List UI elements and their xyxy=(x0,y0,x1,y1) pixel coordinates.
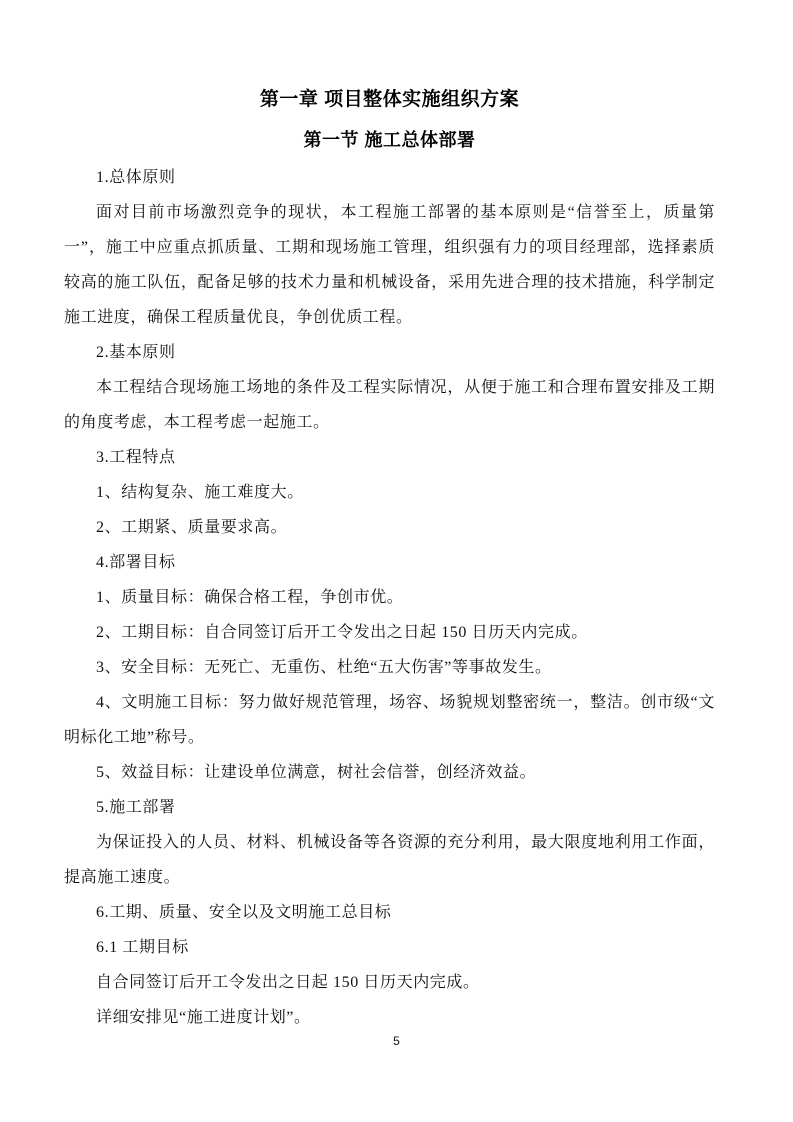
paragraph: 3、安全目标：无死亡、无重伤、杜绝“五大伤害”等事故发生。 xyxy=(96,659,552,676)
paragraph: 5、效益目标：让建设单位满意，树社会信誉，创经济效益。 xyxy=(96,764,537,781)
paragraph: 为保证投入的人员、材料、机械设备等各资源的充分利用，最大限度地利用工作面，提高施工速度。 xyxy=(64,834,715,886)
paragraph: 4、文明施工目标：努力做好规范管理，场容、场貌规划整密统一，整洁。创市级“文明标化工地”称号。 xyxy=(64,694,715,746)
paragraph: 2、工期目标：自合同签订后开工令发出之日起 150 日历天内完成。 xyxy=(96,624,588,641)
paragraph: 6.工期、质量、安全以及文明施工总目标 xyxy=(96,904,392,921)
document-body xyxy=(64,160,715,1035)
paragraph: 1、结构复杂、施工难度大。 xyxy=(96,484,304,501)
paragraph: 2、工期紧、质量要求高。 xyxy=(96,519,288,536)
paragraph: 1、质量目标：确保合格工程，争创市优。 xyxy=(96,589,404,606)
chapter-title: 第一章 项目整体实施组织方案 xyxy=(259,89,520,110)
paragraph: 1.总体原则 xyxy=(96,169,176,186)
paragraph: 详细安排见“施工进度计划”。 xyxy=(96,1009,311,1026)
paragraph: 3.工程特点 xyxy=(96,449,176,466)
paragraph: 自合同签订后开工令发出之日起 150 日历天内完成。 xyxy=(96,974,480,991)
paragraph: 5.施工部署 xyxy=(96,799,176,816)
page-number-label: 5 xyxy=(393,1034,400,1048)
section-title: 第一节 施工总体部署 xyxy=(303,130,476,150)
paragraph: 6.1 工期目标 xyxy=(96,939,189,956)
paragraph: 4.部署目标 xyxy=(96,554,176,571)
paragraph: 本工程结合现场施工场地的条件及工程实际情况，从便于施工和合理布置安排及工期的角度考虑，本工程考虑一起施工。 xyxy=(64,379,715,431)
paragraph: 2.基本原则 xyxy=(96,344,176,361)
paragraph: 面对目前市场激烈竞争的现状，本工程施工部署的基本原则是“信誉至上，质量第一”，施工中应重点抓质量、工期和现场施工管理，组织强有力的项目经理部，选择素质较高的施工队伍，配备足够的技术力量和机械设备，采用先进合理的技术措施，科学制定施工进度，确保工程质量优良，争创优质工程。 xyxy=(64,204,715,326)
